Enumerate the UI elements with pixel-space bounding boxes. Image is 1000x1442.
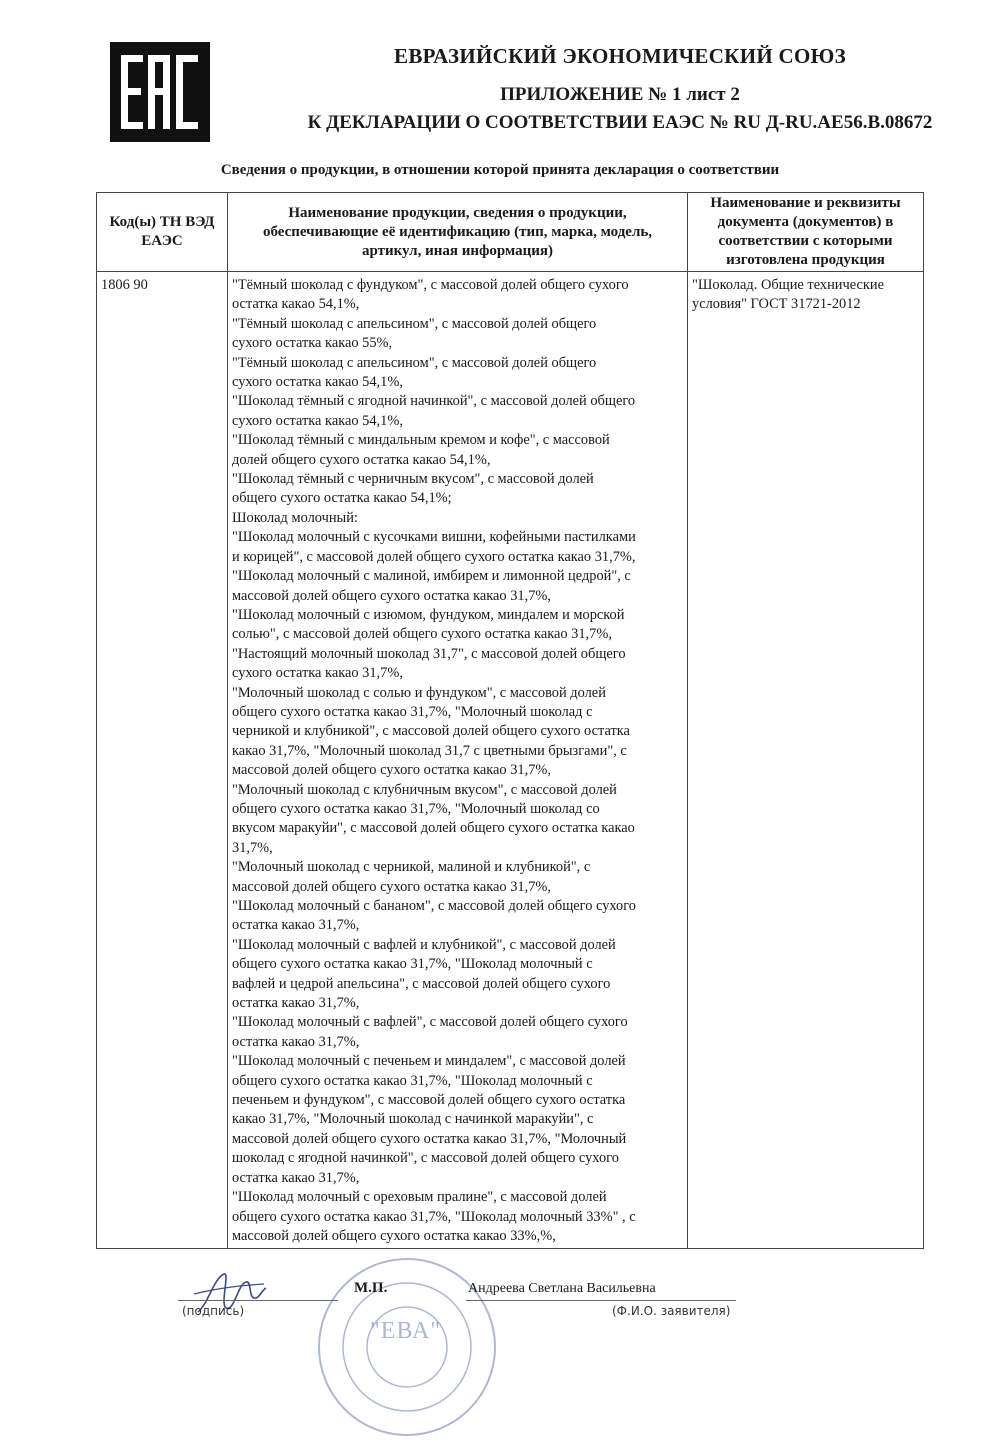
product-line: "Молочный шоколад с солью и фундуком", с массовой долей <box>232 684 606 701</box>
signature-label: (подпись) <box>182 1304 245 1318</box>
product-line: "Шоколад молочный с бананом", с массовой долей общего сухого <box>232 898 636 914</box>
product-line: "Шоколад молочный с вафлей и клубникой", с массовой долей <box>232 936 616 953</box>
product-line: "Шоколад молочный с вафлей", с массовой долей общего сухого <box>232 1014 628 1031</box>
applicant-name: Андреева Светлана Васильевна <box>468 1281 656 1296</box>
product-line: "Молочный шоколад с клубничным вкусом", с массовой долей <box>232 781 617 798</box>
product-line: сухого остатка какао 54,1%, <box>232 412 403 429</box>
union-title: ЕВРАЗИЙСКИЙ ЭКОНОМИЧЕСКИЙ СОЮЗ <box>394 44 846 68</box>
product-line: общего сухого остатка какао 54,1%; <box>232 490 452 507</box>
applicant-label: (Ф.И.О. заявителя) <box>612 1304 731 1318</box>
product-line: сухого остатка какао 31,7%, <box>232 665 403 682</box>
product-line: "Шоколад молочный с изюмом, фундуком, миндалем и морской <box>232 606 625 623</box>
signature-area <box>0 1250 1000 1414</box>
product-line: и корицей", с массовой долей общего сухого остатка какао 31,7%, <box>232 548 636 565</box>
header-product: Наименование продукции, сведения о продукции, обеспечивающие её идентификацию (тип, марка, модель, артикул, иная информация) <box>228 193 688 272</box>
declaration-title: К ДЕКЛАРАЦИИ О СООТВЕТСТВИИ ЕАЭС № RU Д-RU.АЕ56.В.08672 <box>307 112 933 133</box>
product-line: массовой долей общего сухого остатка какао 31,7%, <box>232 762 551 779</box>
table-header-row <box>97 193 924 272</box>
product-line: черникой и клубникой", с массовой долей общего сухого остатка <box>232 723 630 740</box>
product-line: остатка какао 54,1%, <box>232 296 360 313</box>
table-caption: Сведения о продукции, в отношении которой принята декларация о соответствии <box>220 162 780 178</box>
product-line: "Тёмный шоколад с апельсином", с массовой долей общего <box>232 354 597 371</box>
appendix-title: ПРИЛОЖЕНИЕ № 1 лист 2 <box>500 84 740 105</box>
product-line: остатка какао 31,7%, <box>232 917 360 934</box>
product-line: общего сухого остатка какао 31,7%, "Молочный шоколад с <box>232 703 593 720</box>
product-line: вкусом маракуйи", с массовой долей общего сухого остатка какао <box>232 820 635 837</box>
product-line: "Настоящий молочный шоколад 31,7", с массовой долей общего <box>232 645 626 662</box>
product-line: общего сухого остатка какао 31,7%, "Шоколад молочный 33%" , с <box>232 1208 636 1225</box>
stamp-text: "ЕВА" <box>370 1318 442 1344</box>
product-line: общего сухого остатка какао 31,7%, "Молочный шоколад со <box>232 800 600 817</box>
product-line: остатка какао 31,7%, <box>232 1033 360 1050</box>
product-line: массовой долей общего сухого остатка какао 33%,%, <box>232 1227 556 1244</box>
product-line: какао 31,7%, "Молочный шоколад с начинкой маракуйи", с <box>232 1111 594 1128</box>
cell-code: 1806 90 <box>97 272 228 1249</box>
product-line: долей общего сухого остатка какао 54,1%, <box>232 451 491 468</box>
product-line: массовой долей общего сухого остатка какао 31,7%, "Молочный <box>232 1130 627 1147</box>
product-line: "Шоколад тёмный с ягодной начинкой", с массовой долей общего <box>232 393 636 410</box>
product-line: общего сухого остатка какао 31,7%, "Шоколад молочный с <box>232 1072 593 1089</box>
product-line: общего сухого остатка какао 31,7%, "Шоколад молочный с <box>232 956 593 973</box>
header-document: Наименование и реквизиты документа (документов) в соответствии с которыми изготовлена продукция <box>688 193 924 272</box>
product-line: "Шоколад тёмный с черничным вкусом", с массовой долей <box>232 471 594 488</box>
product-line: массовой долей общего сухого остатка какао 31,7%, <box>232 878 551 895</box>
product-line: какао 31,7%, "Молочный шоколад 31,7 с цветными брызгами", с <box>232 742 627 759</box>
product-line: "Шоколад молочный с кусочками вишни, кофейными пастилками <box>232 529 636 546</box>
product-line: "Шоколад молочный с печеньем и миндалем", с массовой долей <box>232 1053 626 1070</box>
product-line: сухого остатка какао 54,1%, <box>232 374 403 391</box>
stamp-place-label: М.П. <box>354 1280 388 1296</box>
product-list <box>232 276 683 1246</box>
signature-line <box>178 1300 338 1301</box>
product-line: "Молочный шоколад с черникой, малиной и клубникой", с <box>232 859 591 876</box>
product-line: "Шоколад молочный с малиной, имбирем и лимонной цедрой", с <box>232 568 631 585</box>
product-line: "Шоколад молочный с ореховым пралине", с массовой долей <box>232 1189 607 1206</box>
table-row <box>97 272 924 1249</box>
product-line: Шоколад молочный: <box>232 509 358 526</box>
product-line: шоколад с ягодной начинкой", с массовой долей общего сухого <box>232 1150 619 1167</box>
product-line: вафлей и цедрой апельсина", с массовой долей общего сухого <box>232 975 611 992</box>
products-table <box>96 192 924 1249</box>
eac-logo-mark <box>117 49 203 135</box>
product-line: остатка какао 31,7%, <box>232 1169 360 1186</box>
product-line: печеньем и фундуком", с массовой долей общего сухого остатка <box>232 1092 626 1109</box>
product-line: массовой долей общего сухого остатка какао 31,7%, <box>232 587 551 604</box>
product-line: "Тёмный шоколад с фундуком", с массовой долей общего сухого <box>232 277 629 293</box>
product-line: солью", с массовой долей общего сухого остатка какао 31,7%, <box>232 626 612 643</box>
product-line: остатка какао 31,7%, <box>232 995 360 1012</box>
product-line: сухого остатка какао 55%, <box>232 335 393 352</box>
eac-logo <box>110 42 210 142</box>
cell-document: "Шоколад. Общие технические условия" ГОСТ 31721-2012 <box>688 272 924 1249</box>
product-line: 31,7%, <box>232 839 273 856</box>
name-line <box>466 1300 736 1301</box>
header-code: Код(ы) ТН ВЭД ЕАЭС <box>97 193 228 272</box>
product-line: "Шоколад тёмный с миндальным кремом и кофе", с массовой <box>232 432 610 449</box>
product-line: "Тёмный шоколад с апельсином", с массовой долей общего <box>232 315 597 332</box>
cell-products <box>228 272 688 1249</box>
